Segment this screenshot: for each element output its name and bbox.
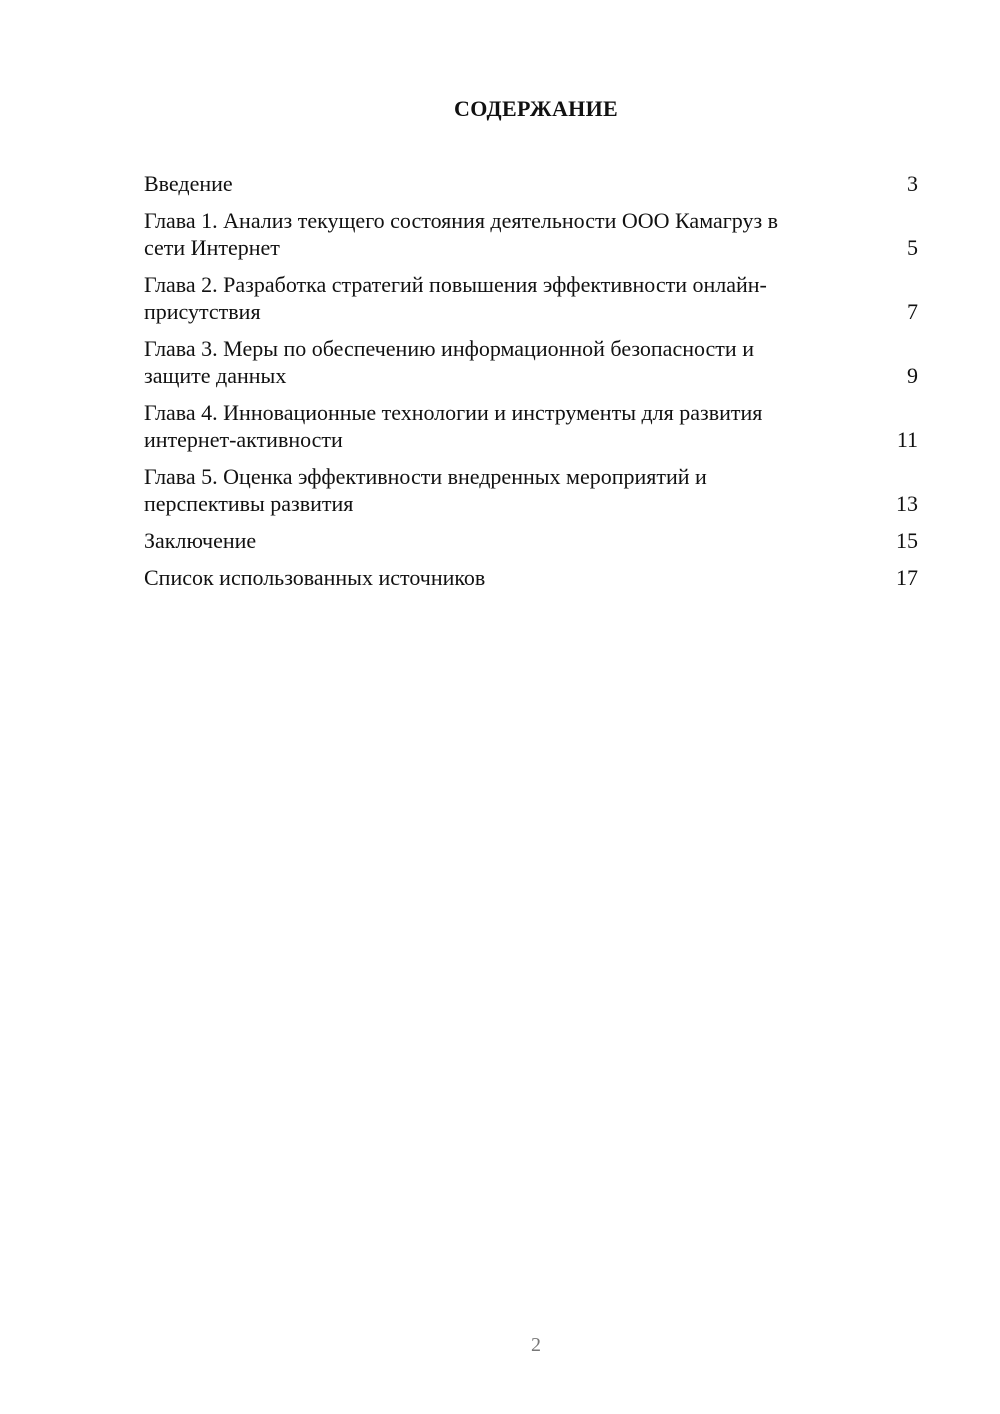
toc-entry-text: Введение [144,171,233,196]
toc-entry-text: Глава 4. Инновационные технологии и инструменты для развития интернет-активности [144,400,763,452]
toc-entry-page: 17 [896,565,918,590]
toc-entry-page: 15 [896,528,918,553]
toc-entry-chapter-3 [144,335,918,389]
toc-entry-chapter-5 [144,463,918,517]
toc-entry-text: Глава 1. Анализ текущего состояния деятельности ООО Камагруз в сети Интернет [144,208,779,260]
toc-entry-text: Список использованных источников [144,565,486,590]
toc-entry-chapter-4 [144,399,918,453]
toc-entry-chapter-2 [144,271,918,325]
toc-entry-chapter-1 [144,207,918,261]
toc-entry-page: 9 [907,363,918,388]
toc-list [144,170,918,601]
toc-entry-page: 11 [896,427,918,452]
toc-entry-introduction [144,170,918,197]
toc-entry-page: 5 [907,235,918,260]
toc-title: СОДЕРЖАНИЕ [454,96,618,121]
toc-entry-page: 7 [907,299,918,324]
toc-entry-references [144,564,918,591]
toc-entry-page: 3 [907,171,918,196]
toc-entry-text: Глава 2. Разработка стратегий повышения эффективности онлайн-присутствия [144,272,767,324]
toc-entry-text: Заключение [144,528,257,553]
toc-entry-page: 13 [896,491,918,516]
toc-entry-text: Глава 5. Оценка эффективности внедренных мероприятий и перспективы развития [144,464,707,516]
toc-entry-conclusion [144,527,918,554]
page-number: 2 [531,1334,541,1356]
toc-entry-text: Глава 3. Меры по обеспечению информационной безопасности и защите данных [144,336,754,388]
